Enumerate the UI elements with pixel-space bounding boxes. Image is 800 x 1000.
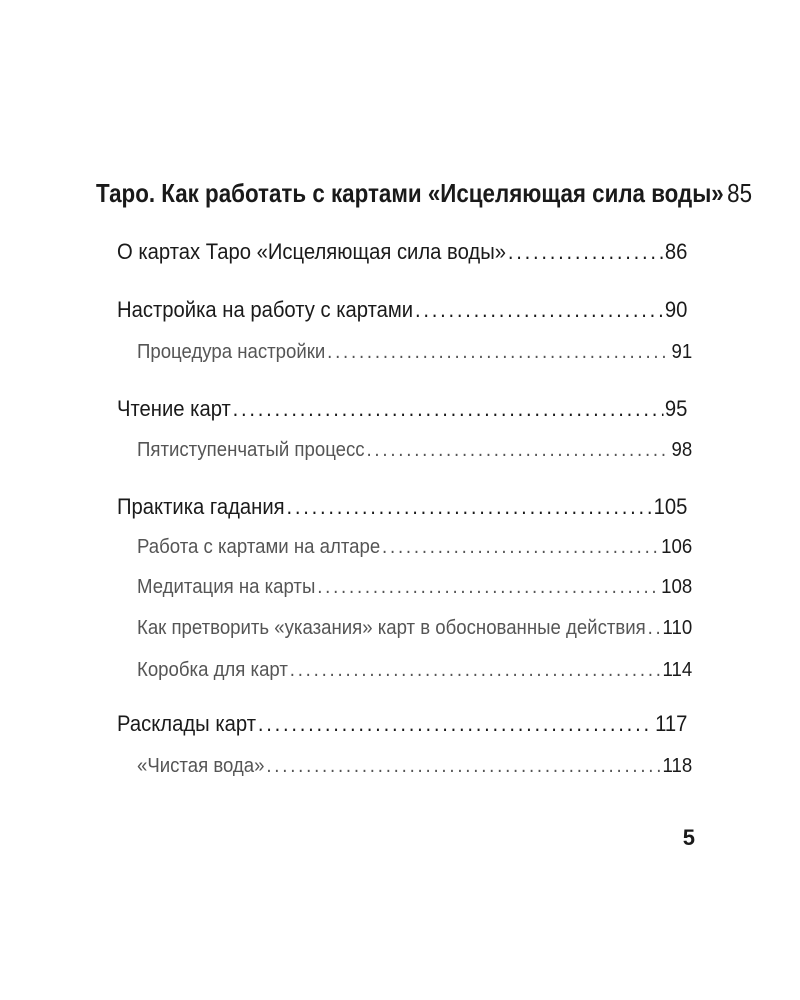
toc-entry-page: 98 (671, 439, 693, 461)
toc-entry-section (117, 396, 687, 422)
toc-entry-subsection (137, 576, 692, 599)
toc-entry-title: Практика гадания (117, 494, 285, 519)
toc-entry-title: Настройка на работу с картами (117, 297, 414, 322)
toc-entry-subsection (137, 755, 692, 778)
toc-entry-subsection (137, 536, 692, 559)
toc-entry-title: Медитация на карты (137, 576, 316, 598)
toc-entry-page: 118 (662, 755, 693, 777)
toc-entry-subsection (137, 617, 692, 640)
toc-leader-dots (382, 536, 659, 559)
toc-entry-title: Как претворить «указания» карт в обоснованные действия (137, 617, 646, 639)
toc-entry-section (117, 297, 687, 323)
toc-entry-title: Таро. Как работать с картами «Исцеляющая сила воды» (96, 178, 724, 208)
toc-entry-page: 91 (671, 341, 693, 363)
toc-entry-section (117, 711, 687, 737)
toc-leader-dots (266, 755, 660, 778)
toc-entry-page: 108 (661, 576, 693, 598)
toc-leader-dots (648, 617, 661, 640)
toc-entry-section (117, 494, 687, 520)
toc-leader-dots (290, 659, 661, 682)
toc-entry-page: 85 (727, 178, 753, 208)
toc-leader-dots (258, 711, 653, 737)
toc-leader-dots (327, 341, 670, 364)
toc-leader-dots (366, 439, 669, 462)
toc-leader-dots (286, 494, 651, 520)
toc-leader-dots (415, 297, 663, 323)
toc-entry-page: 114 (662, 659, 693, 681)
toc-entry-title: Пятиступенчатый процесс (137, 439, 365, 461)
toc-entry-subsection (137, 439, 692, 462)
toc-entry-page: 117 (655, 711, 688, 736)
toc-entry-page: 95 (664, 396, 688, 421)
toc-entry-section (117, 239, 687, 265)
toc-entry-title: О картах Таро «Исцеляющая сила воды» (117, 239, 507, 264)
toc-leader-dots (508, 239, 663, 265)
toc-entry-title: Коробка для карт (137, 659, 288, 681)
toc-leader-dots (317, 576, 659, 599)
toc-entry-page: 110 (662, 617, 693, 639)
toc-entry-subsection (137, 659, 692, 682)
page-number: 5 (682, 825, 695, 850)
toc-entry-page: 90 (664, 297, 688, 322)
toc-leader-dots (233, 396, 663, 422)
toc-entry-page: 106 (661, 536, 693, 558)
toc-entry-subsection (137, 341, 692, 364)
toc-entry-title: «Чистая вода» (137, 755, 265, 777)
toc-entry-chapter (96, 178, 753, 209)
toc-entry-title: Расклады карт (117, 711, 256, 736)
toc-entry-title: Работа с картами на алтаре (137, 536, 381, 558)
toc-entry-page: 86 (664, 239, 688, 264)
toc-entry-title: Процедура настройки (137, 341, 326, 363)
toc-entry-title: Чтение карт (117, 396, 231, 421)
toc-entry-page: 105 (653, 494, 688, 519)
